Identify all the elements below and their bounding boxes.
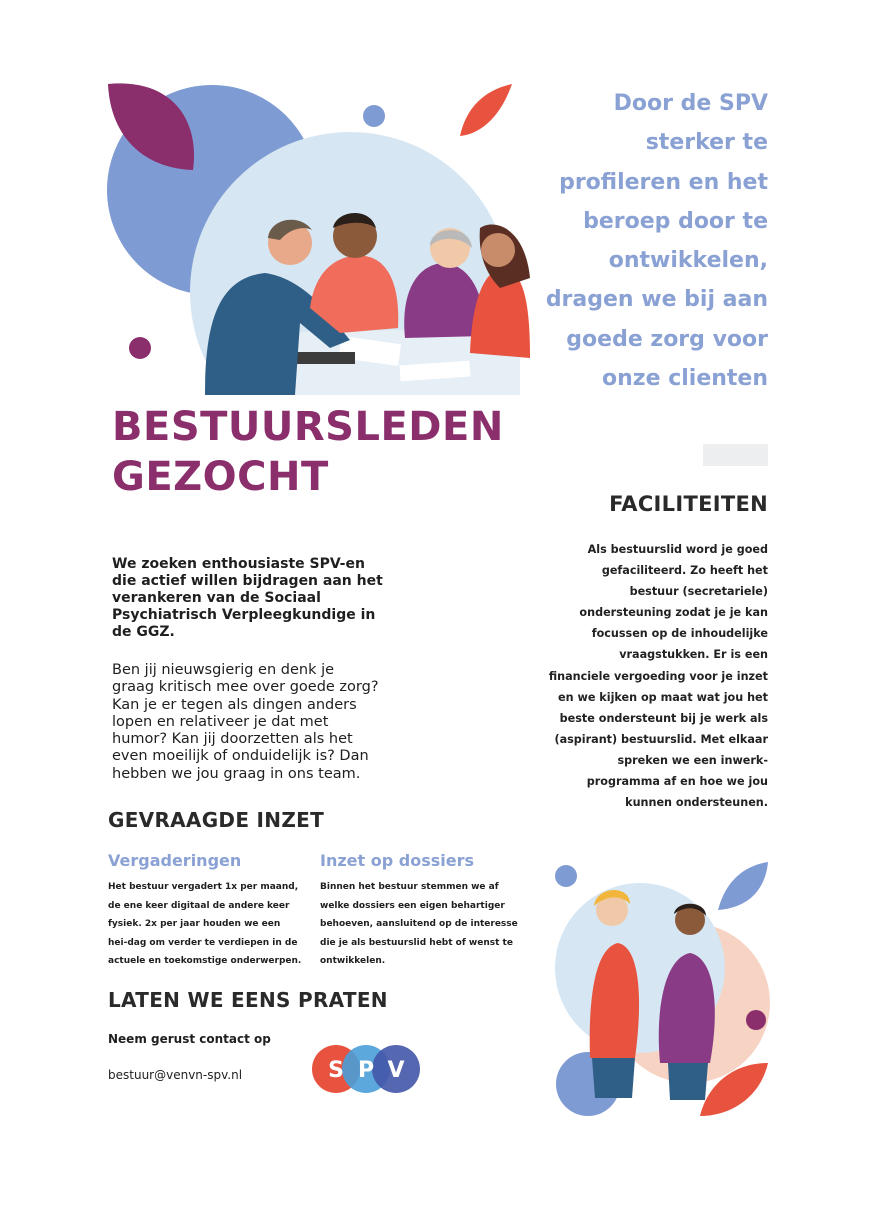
text-line: bestuur (secretariele): [629, 585, 768, 599]
quote: [540, 84, 768, 398]
text-line: beste ondersteunt bij je werk als: [559, 711, 768, 725]
quote-line: beroep door te: [583, 208, 768, 234]
divider-block: [703, 444, 768, 466]
purple-dot: [129, 337, 151, 359]
small-blue-dot: [363, 105, 385, 127]
text-line: graag kritisch mee over goede zorg?: [112, 679, 379, 696]
email-link[interactable]: bestuur@venvn-spv.nl: [108, 1068, 243, 1082]
conversation-illustration: [550, 858, 770, 1120]
text-line: financiele vergoeding voor je inzet: [548, 669, 768, 683]
text-line: behoeven, aansluitend op de interesse: [320, 919, 518, 930]
text-line: kunnen ondersteunen.: [625, 796, 768, 810]
inzet-heading: GEVRAAGDE INZET: [108, 808, 325, 832]
text-line: ontwikkelen.: [320, 956, 386, 967]
blue-dot: [555, 865, 577, 887]
text-line: Psychiatrisch Verpleegkundige in: [112, 607, 376, 623]
title-line: GEZOCHT: [112, 454, 329, 500]
text-line: Als bestuurslid word je goed: [587, 543, 768, 556]
quote-line: dragen we bij aan: [545, 287, 768, 313]
text-line: Ben jij nieuwsgierig en denk je: [112, 662, 335, 678]
text-line: fysiek. 2x per jaar houden we een: [108, 919, 281, 930]
intro-text: [112, 556, 412, 641]
page-title: [112, 402, 532, 502]
text-line: de ene keer digitaal de andere keer: [108, 900, 290, 911]
text-line: en we kijken op maat wat jou het: [558, 690, 768, 704]
faciliteiten-text: [540, 539, 768, 813]
text-line: (aspirant) bestuurslid. Met elkaar: [554, 732, 768, 746]
text-line: ondersteuning zodat je je kan: [579, 606, 768, 620]
title-line: BESTUURSLEDEN: [112, 404, 504, 450]
text-line: hei-dag om verder te verdiepen in de: [108, 937, 298, 948]
quote-line: ontwikkelen,: [608, 248, 768, 274]
text-line: lopen en relativeer je dat met: [112, 713, 329, 730]
dossiers-text: [320, 878, 520, 971]
vergaderingen-text: [108, 878, 308, 971]
text-line: vraagstukken. Er is een: [619, 648, 768, 662]
quote-line: goede zorg voor: [566, 326, 768, 352]
text-line: humor? Kan jij doorzetten als het: [112, 731, 353, 748]
quote-line: sterker te: [645, 130, 768, 156]
text-line: actuele en toekomstige onderwerpen.: [108, 956, 302, 967]
text-line: hebben we jou graag in ons team.: [112, 765, 361, 782]
text-line: Binnen het bestuur stemmen we af: [320, 882, 499, 892]
meeting-illustration: [100, 78, 530, 400]
logo-letter-s: S: [328, 1058, 344, 1083]
text-line: Het bestuur vergadert 1x per maand,: [108, 882, 299, 892]
text-line: welke dossiers een eigen behartiger: [320, 900, 505, 911]
vergaderingen-heading: Vergaderingen: [108, 851, 242, 870]
faciliteiten-heading: FACILITEITEN: [609, 492, 768, 516]
question-paragraph: [112, 662, 412, 783]
text-line: verankeren van de Sociaal: [112, 590, 321, 606]
purple-dot: [746, 1010, 766, 1030]
quote-line: profileren en het: [559, 169, 768, 195]
contact-label: Neem gerust contact op: [108, 1032, 271, 1046]
text-line: We zoeken enthousiaste SPV-en: [112, 556, 365, 572]
spv-logo: [310, 1044, 422, 1094]
quote-line: onze clienten: [602, 366, 768, 392]
text-line: de GGZ.: [112, 624, 175, 640]
blue-leaf: [718, 862, 768, 910]
text-line: Kan je er tegen als dingen anders: [112, 696, 357, 713]
logo-letter-v: V: [387, 1058, 405, 1083]
text-line: even moeilijk of onduidelijk is? Dan: [112, 748, 369, 765]
quote-line: Door de SPV: [613, 91, 768, 116]
logo-letter-p: P: [357, 1058, 375, 1083]
text-line: programma af en hoe we jou: [586, 775, 768, 789]
text-line: spreken we een inwerk-: [617, 753, 768, 767]
text-line: die je als bestuurslid hebt of wenst te: [320, 937, 513, 948]
contact-heading: LATEN WE EENS PRATEN: [108, 988, 388, 1012]
text-line: die actief willen bijdragen aan het: [112, 573, 383, 589]
dossiers-heading: Inzet op dossiers: [320, 851, 474, 870]
text-line: gefaciliteerd. Zo heeft het: [601, 564, 768, 578]
text-line: focussen op de inhoudelijke: [591, 627, 768, 641]
red-leaf: [460, 84, 512, 136]
